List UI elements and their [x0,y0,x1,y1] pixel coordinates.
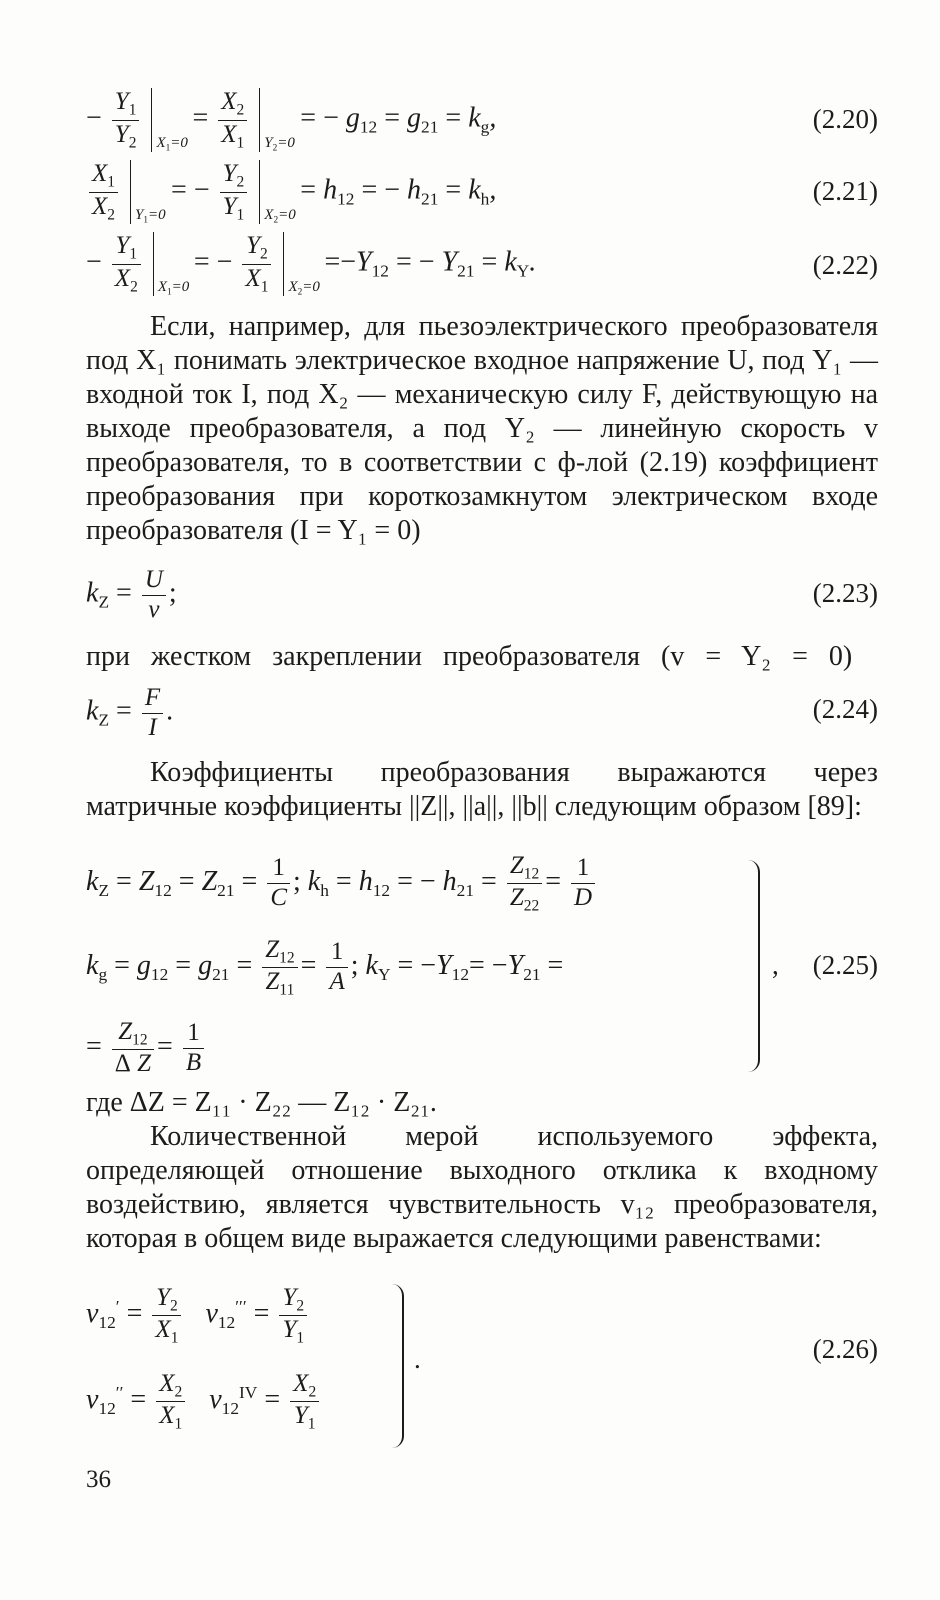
equation-number: (2.24) [812,694,878,724]
right-brace [748,860,760,1072]
equation-number: (2.26) [812,1334,878,1364]
page-number: 36 [86,1466,111,1493]
right-brace [392,1284,404,1448]
equation-2-20: − $\frac{Y_1}{Y_2}$ $X_1=0$ = $\frac{X_2}{X_1}$ $Y_2=0$ = − $g_{12} = g_{21} = k_g$, [86,88,497,154]
equation-number: (2.22) [812,250,878,280]
equation-2-26-line-1: $v_{12}'$ = $\frac{Y_2}{X_1}$ $v_{12}'''$ = $\frac{Y_2}{Y_1}$ [86,1284,310,1347]
equation-2-22: − $\frac{Y_1}{X_2}$ $X_1=0$ = − $\frac{Y_2}{X_1}$ $X_2=0$ $=-Y_{12}$ = − $Y_{21} = k_Y$. [86,232,537,298]
equation-2-25-line-3: = $\frac{Z_{12}}{\text{Δ Z}}$ = $\frac{1}{B}$ [86,1018,207,1079]
equation-2-21: $\frac{X_1}{X_2}$ $Y_1=0$ = − $\frac{Y_2}{Y_1}$ $X_2=0$ = $h_{12}$ = − $h_{21} = k_h$, [86,160,496,224]
equation-2-25-line-2: $k_g = g_{12} = g_{21}$ = $\frac{Z_{12}}{Z_{11}}$ = $\frac{1}{A}$ ; $k_Y = -Y_{12}= -Y_{21}$ = [86,936,564,999]
equation-number: (2.20) [812,104,878,134]
equation-2-24: $k_Z$ = $\frac{F}{I}$ . [86,684,174,741]
paragraph: Количественной мерой используемого эффекта, определяющей отношение выходного отклика к входному воздействию, является чувствительность v₁₂ преобразователя, которая в общем виде выражается следующими равенствами: [86,1121,878,1254]
paragraph: где ΔZ = Z₁₁ · Z₂₂ — Z₁₂ · Z₂₁. [86,1087,437,1118]
equation-2-26-line-2: $v_{12}''$ = $\frac{X_2}{X_1}$ $v_{12}^{IV}$ = $\frac{X_2}{Y_1}$ [86,1370,322,1433]
paragraph: Если, например, для пьезоэлектрического преобразователя под X₁ понимать электрическое входное напряжение U, под Y₁ — входной ток I, под X₂ — механическую силу F, действующую на выходе преобразователя, а под Y₂ — линейную скорость v преобразователя, то в соответствии с ф-лой (2.19) коэффициент преобразования при короткозамкнутом электрическом входе преобразователя (I = Y₁ = 0) [86,311,878,546]
paragraph: Коэффициенты преобразования выражаются через матричные коэффициенты ||Z||, ||a||, ||b|| следующим образом [89]: [86,757,878,822]
equation-separator: . [414,1344,421,1374]
equation-separator: , [772,950,779,980]
equation-number: (2.23) [812,578,878,608]
equation-number: (2.21) [812,176,878,206]
equation-2-25-line-1: $k_Z = Z_{12} = Z_{21}$ = $\frac{1}{C}$ ; $k_h = h_{12}$ = − $h_{21}$ = $\frac{Z_{12}}{Z_{22}}$ = $\frac{1}{D}$ [86,852,598,915]
equation-2-23: $k_Z$ = $\frac{U}{v}$ ; [86,566,177,623]
equation-number: (2.25) [812,950,878,980]
paragraph: при жестком закреплении преобразователя (v = Y₂ = 0) [86,641,853,672]
